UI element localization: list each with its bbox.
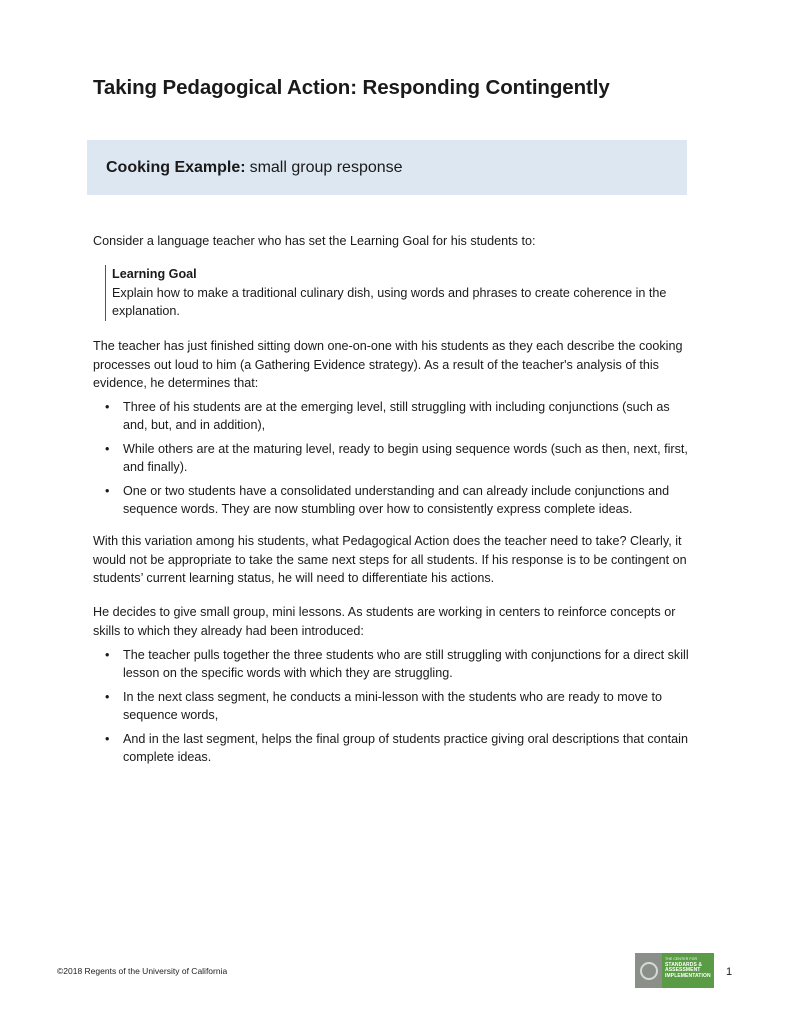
logo-line: STANDARDS & bbox=[665, 961, 703, 968]
banner-text: small group response bbox=[249, 158, 403, 176]
mini-lessons-paragraph: He decides to give small group, mini lessons. As students are working in centers to reinforce concepts or skills to which they already had been introduced: bbox=[93, 605, 676, 638]
lesson-list bbox=[93, 646, 693, 772]
list-item: • Three of his students are at the emerging level, still struggling with including conjunctions (such as and, but, and in addition), bbox=[93, 398, 693, 434]
list-item: • In the next class segment, he conducts a mini-lesson with the students who are ready to move to sequence words, bbox=[93, 688, 693, 724]
banner-label: Cooking Example: bbox=[106, 158, 246, 176]
learning-goal-box bbox=[105, 265, 702, 321]
logo-mark-icon bbox=[635, 953, 662, 988]
level-list bbox=[93, 398, 693, 524]
evidence-paragraph: The teacher has just finished sitting down one-on-one with his students as they each describe the cooking processes out loud to him (a Gathering Evidence strategy). As a result of the teacher's analysis of this evidence, he determines that: bbox=[93, 339, 683, 390]
variation-paragraph: With this variation among his students, what Pedagogical Action does the teacher need to take? Clearly, it would not be appropriate to take the same next steps for all students. If his response is to be contingent on students’ current learning status, he will need to differentiate his actions. bbox=[93, 534, 687, 585]
learning-goal-label: Learning Goal bbox=[112, 267, 197, 281]
csai-logo bbox=[635, 953, 714, 988]
intro-paragraph: Consider a language teacher who has set the Learning Goal for his students to: bbox=[93, 234, 536, 248]
list-item: • And in the last segment, helps the final group of students practice giving oral descriptions that contain complete ideas. bbox=[93, 730, 693, 766]
logo-text bbox=[662, 953, 714, 988]
copyright-notice: ©2018 Regents of the University of California bbox=[57, 966, 228, 976]
list-item: • The teacher pulls together the three students who are still struggling with conjunctions for a direct skill lesson on the specific words with which they are struggling. bbox=[93, 646, 693, 682]
list-item: • One or two students have a consolidated understanding and can already include conjunctions and sequence words. They are now stumbling over how to consistently express complete ideas. bbox=[93, 482, 693, 518]
learning-goal-text: Explain how to make a traditional culinary dish, using words and phrases to create coherence in the explanation. bbox=[112, 285, 667, 318]
page-title: Taking Pedagogical Action: Responding Contingently bbox=[93, 76, 610, 99]
logo-line: ASSESSMENT bbox=[665, 967, 701, 974]
logo-line: IMPLEMENTATION bbox=[665, 972, 711, 979]
page-number: 1 bbox=[726, 966, 733, 978]
list-item: • While others are at the maturing level, ready to begin using sequence words (such as then, next, first, and finally). bbox=[93, 440, 693, 476]
logo-line: THE CENTER FOR bbox=[665, 957, 698, 961]
example-banner bbox=[87, 140, 687, 195]
